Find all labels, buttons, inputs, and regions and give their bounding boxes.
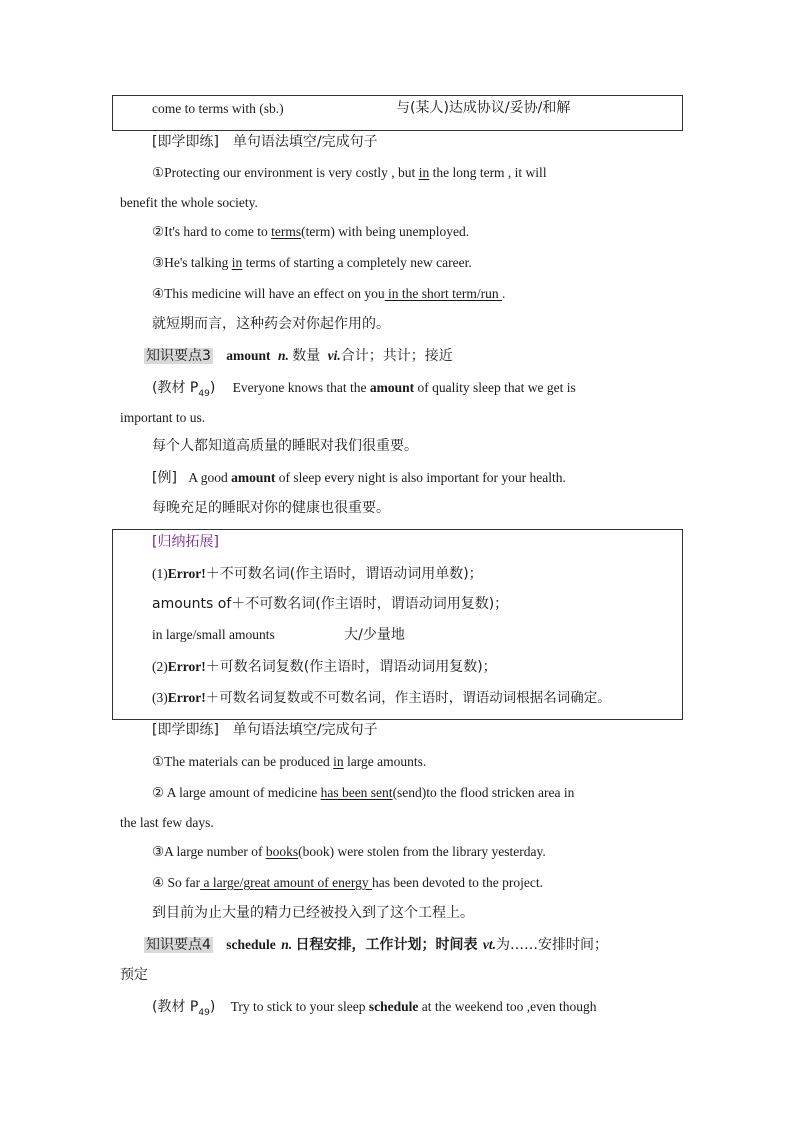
p2q1-pre: ①The materials can be produced [152, 754, 334, 769]
expansion-row3 [152, 626, 405, 644]
point4-def2: 为……安排时间； [495, 937, 608, 953]
p2q3-answer: books [265, 844, 299, 859]
point3-def2: 合计；共计；接近 [340, 348, 453, 364]
r4-error: Error! [167, 659, 206, 674]
r1-text: ＋不可数名词(作主语时，谓语动词用单数)； [205, 566, 483, 582]
p4-ex-word: schedule [368, 999, 419, 1014]
li-post: of sleep every night is also important for your health. [275, 470, 566, 485]
practice1-q1 [152, 164, 672, 182]
point3-example-cont: important to us. [120, 410, 206, 425]
q3-pre: ③He's talking [152, 255, 232, 270]
r3-en: in large/small amounts [152, 627, 275, 642]
q3-post: terms of starting a completely new career. [242, 255, 472, 270]
p2q3-post: (book) were stolen from the library yesterday. [298, 844, 546, 859]
r4-num: (2) [152, 659, 168, 674]
q1-post: the long term , it will [429, 165, 547, 180]
point3-def1: 数量 [292, 348, 321, 364]
practice2-q1 [152, 753, 426, 771]
r1-num: (1) [152, 566, 168, 581]
p2q2-pre: ② A large amount of medicine [152, 785, 321, 800]
point4-pos2: vt. [482, 937, 496, 952]
expansion-row2 [152, 595, 508, 613]
point3-example [152, 379, 672, 403]
practice1-q3 [152, 254, 472, 272]
practice1-q4 [152, 285, 505, 303]
point3-pos1: n. [277, 348, 289, 363]
p2q1-answer: in [333, 754, 344, 769]
expansion-row1 [152, 565, 483, 583]
p4-src-pre: (教材 P [152, 999, 199, 1015]
point4-heading [144, 936, 608, 954]
src-post: ) [209, 380, 216, 396]
ex-post: of quality sleep that we get is [414, 380, 576, 395]
point3-li [152, 469, 566, 487]
point4-source [152, 999, 216, 1018]
r4-text: ＋可数名词复数(作主语时，谓语动词用复数)； [205, 659, 497, 675]
r1-error: Error! [167, 566, 206, 581]
point4-word: schedule [226, 937, 276, 952]
p2q4-pre: ④ So far [152, 875, 201, 890]
p2q4-answer: a large/great amount of energy [200, 875, 373, 890]
expansion-row5 [152, 689, 611, 707]
p2q2-post: (send)to the flood stricken area in [392, 785, 575, 800]
point4-tag: 知识要点4 [146, 937, 211, 953]
p4-ex-post: at the weekend too ,even though [418, 999, 597, 1014]
phrase-meaning: 与(某人)达成协议/妥协/和解 [396, 100, 571, 116]
point4-def1: 日程安排，工作计划；时间表 [295, 937, 478, 953]
expansion-row4 [152, 658, 497, 676]
phrase-text: come to terms with (sb.) [152, 101, 284, 116]
q1-pre: ①Protecting our environment is very costly , but [152, 165, 419, 180]
r5-text: ＋可数名词复数或不可数名词，作主语时，谓语动词根据名词确定。 [205, 690, 611, 706]
r2-text: amounts of＋不可数名词(作主语时，谓语动词用复数)； [152, 596, 509, 612]
practice2-q4-cn: 到目前为止大量的精力已经被投入到了这个工程上。 [152, 905, 474, 921]
p4-src-page: 49 [198, 1007, 210, 1018]
li-pre: A good [188, 470, 232, 485]
p2q2-answer: has been sent [320, 785, 393, 800]
expansion-title: [归纳拓展] [152, 534, 219, 550]
p2q1-post: large amounts. [343, 754, 427, 769]
point4-example [152, 998, 597, 1022]
src-page: 49 [198, 388, 210, 399]
p2q3-pre: ③A large number of [152, 844, 266, 859]
practice1-header: [即学即练] 单句语法填空/完成句子 [152, 134, 378, 150]
p4-src-post: ) [209, 999, 216, 1015]
point3-tag: 知识要点3 [146, 348, 211, 364]
q1-answer: in [418, 165, 430, 180]
point3-source [152, 380, 216, 399]
point3-word: amount [226, 348, 271, 363]
p4-ex-pre: Try to stick to your sleep [230, 999, 369, 1014]
practice1-q2 [152, 223, 469, 241]
q3-answer: in [231, 255, 243, 270]
point3-example-cn: 每个人都知道高质量的睡眠对我们很重要。 [152, 438, 418, 454]
q4-answer: in the short term/run [384, 286, 503, 301]
r5-num: (3) [152, 690, 168, 705]
q2-post: (term) with being unemployed. [301, 224, 470, 239]
practice1-q4-cn: 就短期而言，这种药会对你起作用的。 [152, 316, 390, 332]
r5-error: Error! [167, 690, 206, 705]
src-pre: (教材 P [152, 380, 199, 396]
q2-answer: terms [271, 224, 302, 239]
li-word: amount [231, 470, 276, 485]
practice2-header: [即学即练] 单句语法填空/完成句子 [152, 722, 378, 738]
point3-pos2: vi. [327, 348, 341, 363]
practice2-q3 [152, 843, 546, 861]
q2-pre: ②It's hard to come to [152, 224, 272, 239]
r3-cn: 大/少量地 [344, 627, 405, 643]
p2q4-post: has been devoted to the project. [372, 875, 543, 890]
ex-word: amount [369, 380, 415, 395]
point4-pos1: n. [281, 937, 293, 952]
point4-def-cont: 预定 [120, 967, 148, 983]
practice2-q4 [152, 874, 543, 892]
practice2-q2-cont: the last few days. [120, 815, 214, 830]
practice1-q1-cont: benefit the whole society. [120, 195, 258, 210]
point3-li-cn: 每晚充足的睡眠对你的健康也很重要。 [152, 500, 390, 516]
practice2-q2 [152, 784, 574, 802]
q4-pre: ④This medicine will have an effect on you [152, 286, 385, 301]
li-label: [例] [152, 470, 177, 486]
point3-heading [144, 347, 453, 365]
q4-post: . [502, 286, 506, 301]
ex-pre: Everyone knows that the [232, 380, 370, 395]
